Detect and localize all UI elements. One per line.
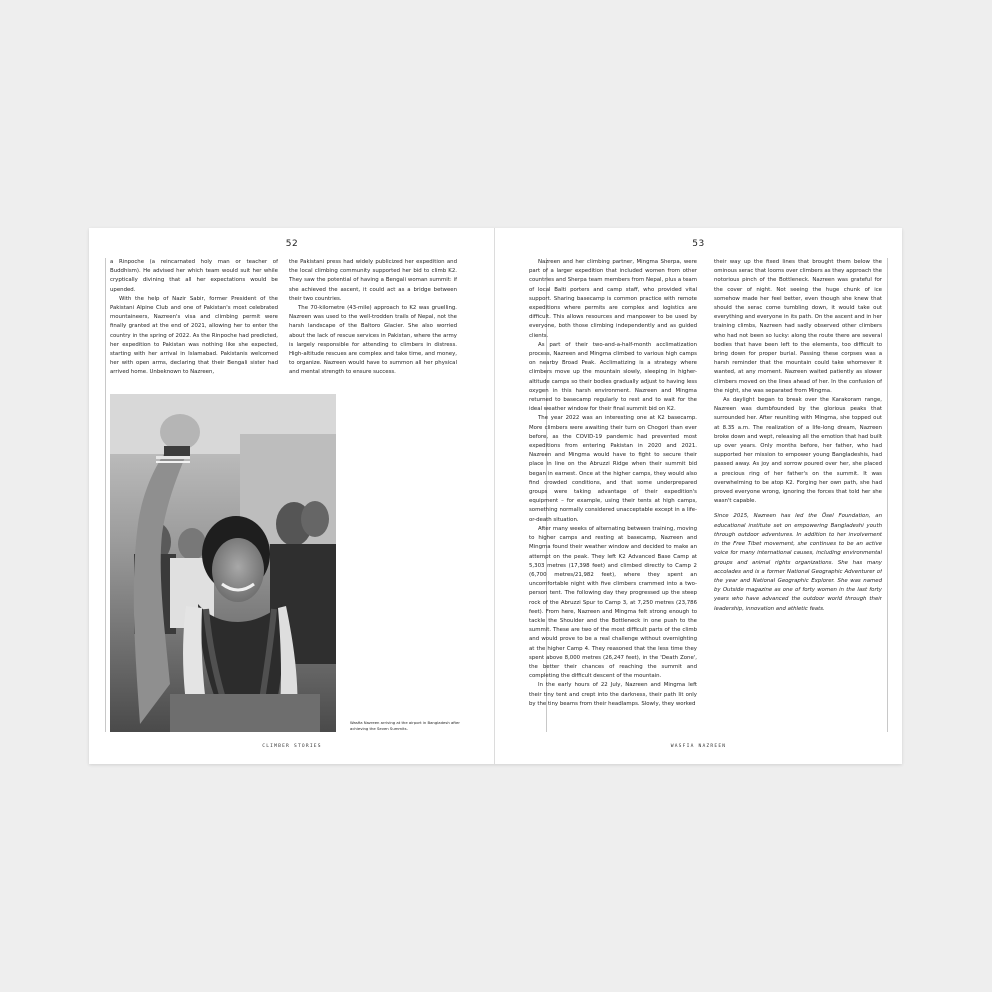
page-number-right: 53 <box>692 239 705 249</box>
right-page-column-1 <box>529 258 697 732</box>
paragraph: their way up the fixed lines that brought them below the ominous serac that looms over climbers as they approach the notorious pinch of the Bottleneck. Nazreen was grateful for the cover of night. Not seeing the huge chunk of ice somehow made her feel better, even though she knew that should the serac come tumbling down, it would take out everything and everyone in its path. On the ascent and in her training climbs, Nazreen had sadly observed other climbers who had not been so lucky: along the route there are several bodies that have been left to the elements, too difficult to bring down for proper burial. Passing these corpses was a harsh reminder that the mountain could take whomever it wanted, at any moment. Nazreen waited patiently as slower climbers moved on the lines ahead of her. In the confusion of the night, she was separated from Mingma. <box>714 259 882 394</box>
paragraph: The 70-kilometre (43-mile) approach to K2 was gruelling. Nazreen was used to the well-trodden trails of Nepal, not the harsh landscape of the Baltoro Glacier. She also worried about the lack of rescue services in Pakistan, where the army is largely responsible for attending to climbers in distress. High-altitude rescues are complex and take time, and money, to organize. Nazreen would have to summon all her physical and mental strength to ensure success. <box>289 305 457 376</box>
paragraph: The year 2022 was an interesting one at K2 basecamp. More climbers were awaiting their turn on Chogori than ever before, as the COVID-19 pandemic had prevented most expeditions from entering Pakistan in 2020 and 2021. Nazreen and Mingma would have to fight to secure their place in line on the Abruzzi Ridge when their summit bid began in earnest. Once at the higher camps, they would also find crowded conditions, and that some underprepared groups were taking advantage of their expedition's equipment – for example, using their tents at high camps, something normally considered unacceptable except in a life-or-death situation. <box>529 415 697 523</box>
margin-rule-left <box>105 258 106 732</box>
paragraph: In the early hours of 22 July, Nazreen and Mingma left their tiny tent and crept into the darkness, their path lit only by the tiny beams from their headlamps. Slowly, they worked <box>529 682 697 707</box>
right-page-column-2 <box>714 258 882 732</box>
running-footer-left: CLIMBER STORIES <box>262 744 322 749</box>
left-page-column-1 <box>110 258 278 388</box>
paragraph: After many weeks of alternating between training, moving to higher camps and resting at basecamp, Nazreen and Mingma found their weather window and decided to make an attempt on the peak. They left K2 Advanced Base Camp at 5,303 metres (17,398 feet) and climbed directly to Camp 2 (6,700 metres/21,982 feet), where they spent an uncomfortable night with five climbers crammed into a two-person tent. The following day they progressed up the steep rock of the Abruzzi Spur to Camp 3, at 7,250 metres (23,786 feet). From here, Nazreen and Mingma felt strong enough to tackle the Shoulder and the Bottleneck in one push to the summit. These are two of the most difficult parts of the climb and would prove to be a real challenge without overnighting at the higher Camp 4. They reasoned that the less time they spent above 8,000 metres (26,247 feet), in the 'Death Zone', the better their chances of reaching the summit and completing the difficult descent of the mountain. <box>529 525 697 680</box>
author-bio: Since 2015, Nazreen has led the Ösel Foundation, an educational institute set on empowering Bangladeshi youth through outdoor adventures. In addition to her involvement in the Free Tibet movement, she continues to be an active voice for many international causes, including environmental groups and animal rights organizations. She has many accolades and is a former National Geographic Adventurer of the year and National Geographic Explorer. She was named by Outside magazine as one of forty women in the last forty years who have advanced the outdoor world through their leadership, innovation and athletic feats. <box>714 513 882 612</box>
margin-rule-right-outer <box>887 258 888 732</box>
paragraph: As daylight began to break over the Karakoram range, Nazreen was dumbfounded by the glorious peaks that surrounded her. After reuniting with Mingma, she topped out at 8.35 a.m. The realization of a life-long dream, Nazreen broke down and wept, releasing all the emotion that had built up over years. Only months before, her father, who had supported her mission to empower young Bangladeshis, had passed away. As joy and sorrow poured over her, she placed a precious ring of her father's on the summit. It was overwhelming to be atop K2. Forging her own path, she had proved everyone wrong, ignoring the forces that told her she wasn't capable. <box>714 397 882 505</box>
photo-caption: Wasfia Nazreen arriving at the airport in Bangladesh after achieving the Seven Summits. <box>350 720 460 731</box>
left-page-column-2 <box>289 258 457 388</box>
paragraph: a Rinpoche (a reincarnated holy man or teacher of Buddhism). He advised her which team would suit her while cryptically divining that all her expectations would be upended. <box>110 259 278 293</box>
running-footer-right: WASFIA NAZREEN <box>670 744 727 749</box>
book-spread <box>89 228 902 764</box>
paragraph: Nazreen and her climbing partner, Mingma Sherpa, were part of a larger expedition that included women from other countries and Sherpa team members from Nepal, plus a team of local Balti porters and camp staff, who provided vital support. Sharing basecamp is common practice with remote expeditions where permits are complex and logistics are difficult. This allows resources and manpower to be used by everyone, both those climbing independently and as guided clients. <box>529 259 697 339</box>
page-number-left: 52 <box>285 239 299 249</box>
right-page <box>495 228 902 764</box>
photo-wasfia-nazreen-airport <box>110 394 336 732</box>
paragraph: the Pakistani press had widely publicized her expedition and the local climbing community supported her bid to climb K2. They saw the potential of having a Bengali woman summit: if she achieved the ascent, it could act as a bridge between their two countries. <box>289 259 457 302</box>
paragraph: As part of their two-and-a-half-month acclimatization process, Nazreen and Mingma climbed to various high camps on nearby Broad Peak. Acclimatizing is a strategy where climbers move up the mountain slowly, sleeping in higher-altitude camps so their bodies gradually adjust to having less oxygen in this harsh environment. Nazreen and Mingma returned to basecamp regularly to rest and to wait for the ideal weather window for their final summit bid on K2. <box>529 341 697 413</box>
left-page <box>89 228 495 764</box>
paragraph: With the help of Nazir Sabir, former President of the Pakistani Alpine Club and one of Pakistan's most celebrated mountaineers, Nazreen's visa and climbing permit were finally granted at the end of 2021, allowing her to enter the country in the spring of 2022. As the Rinpoche had predicted, her expedition to Pakistan was nothing like she expected, starting with her arrival in Islamabad. Pakistanis welcomed her with open arms, declaring that their Bengali sister had arrived home. Unbeknown to Nazreen, <box>110 295 278 376</box>
